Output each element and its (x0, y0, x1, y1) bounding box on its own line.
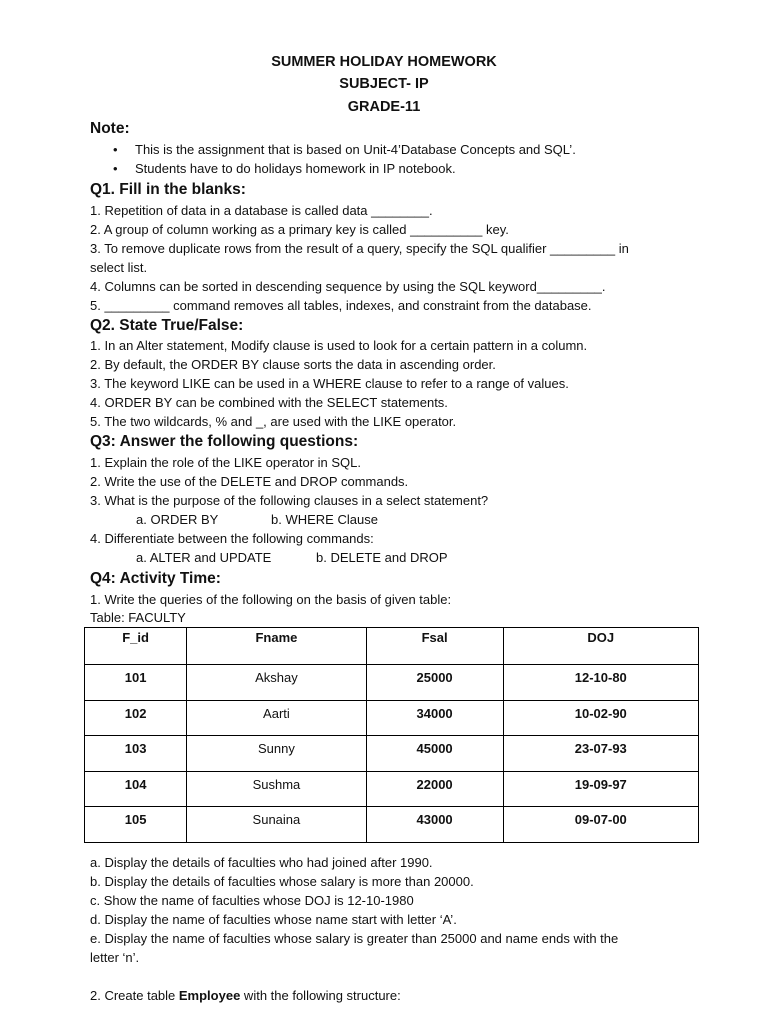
table-cell: 102 (85, 700, 187, 736)
column-header: F_id (85, 628, 187, 665)
q1-item: 1. Repetition of data in a database is called data ________. (90, 203, 433, 218)
table-header-row (85, 628, 699, 665)
q3-sub-b: b. DELETE and DROP (316, 550, 448, 565)
query-item: d. Display the name of faculties whose name start with letter ‘A’. (90, 912, 457, 927)
table-cell: Akshay (187, 665, 366, 701)
q3-item: 3. What is the purpose of the following clauses in a select statement? (90, 493, 489, 508)
table-cell: 105 (85, 807, 187, 843)
table-row (85, 807, 699, 843)
table-cell: 23-07-93 (503, 736, 698, 772)
note-bullet: • Students have to do holidays homework in IP notebook. (113, 161, 456, 176)
table-cell: 22000 (366, 771, 503, 807)
table-cell: Sunny (187, 736, 366, 772)
table-cell: 34000 (366, 700, 503, 736)
table-cell: 09-07-00 (503, 807, 698, 843)
q1-item: 5. _________ command removes all tables, indexes, and constraint from the database. (90, 298, 592, 313)
q2-item: 5. The two wildcards, % and _, are used with the LIKE operator. (90, 414, 457, 429)
query-item: b. Display the details of faculties whose salary is more than 20000. (90, 874, 474, 889)
query-item: c. Show the name of faculties whose DOJ is 12-10-1980 (90, 893, 414, 908)
column-header: Fsal (366, 628, 503, 665)
table-cell: 19-09-97 (503, 771, 698, 807)
q3-sub-b: b. WHERE Clause (271, 512, 378, 527)
table-row (85, 665, 699, 701)
table-cell: 10-02-90 (503, 700, 698, 736)
q3-item: 2. Write the use of the DELETE and DROP commands. (90, 474, 409, 489)
column-header: Fname (187, 628, 366, 665)
note-bullet: • This is the assignment that is based on Unit-4’Database Concepts and SQL’. (113, 142, 576, 157)
q1-item: 2. A group of column working as a primary key is called __________ key. (90, 222, 509, 237)
q4-intro: 1. Write the queries of the following on the basis of given table: (90, 592, 452, 607)
q2-heading: Q2. State True/False: (90, 317, 244, 334)
q2-item: 4. ORDER BY can be combined with the SELECT statements. (90, 395, 448, 410)
q3-item: 4. Differentiate between the following commands: (90, 531, 374, 546)
q3-heading: Q3: Answer the following questions: (90, 433, 359, 450)
q3-item: 1. Explain the role of the LIKE operator in SQL. (90, 455, 361, 470)
column-header: DOJ (503, 628, 698, 665)
subject-title: SUBJECT- IP (339, 76, 429, 92)
bullet-icon: • (113, 161, 118, 176)
table-cell: 101 (85, 665, 187, 701)
table-row (85, 736, 699, 772)
table-cell: 103 (85, 736, 187, 772)
table-cell: 25000 (366, 665, 503, 701)
table-cell: Sunaina (187, 807, 366, 843)
q4-heading: Q4: Activity Time: (90, 570, 221, 587)
q2-item: 2. By default, the ORDER BY clause sorts the data in ascending order. (90, 357, 496, 372)
table-cell: 45000 (366, 736, 503, 772)
table-cell: Sushma (187, 771, 366, 807)
query-item: letter ‘n’. (90, 950, 140, 965)
q1-item: 3. To remove duplicate rows from the result of a query, specify the SQL qualifier _________ in (90, 241, 629, 256)
q3-sub-a: a. ORDER BY (136, 512, 219, 527)
table-caption: Table: FACULTY (90, 610, 186, 625)
query-item: a. Display the details of faculties who had joined after 1990. (90, 855, 433, 870)
q1-item: select list. (90, 260, 148, 275)
table-row (85, 771, 699, 807)
table-cell: Aarti (187, 700, 366, 736)
grade-title: GRADE-11 (347, 99, 421, 115)
table-cell: 12-10-80 (503, 665, 698, 701)
create-table-instruction: 2. Create table Employee with the following structure: (90, 988, 401, 1003)
q2-item: 1. In an Alter statement, Modify clause is used to look for a certain pattern in a column. (90, 338, 588, 353)
q3-sub-a: a. ALTER and UPDATE (136, 550, 272, 565)
faculty-table (84, 627, 699, 843)
q2-item: 3. The keyword LIKE can be used in a WHERE clause to refer to a range of values. (90, 376, 569, 391)
bullet-icon: • (113, 142, 118, 157)
table-cell: 104 (85, 771, 187, 807)
page-title: SUMMER HOLIDAY HOMEWORK (271, 54, 497, 70)
table-row (85, 700, 699, 736)
note-heading: Note: (90, 120, 130, 137)
table-cell: 43000 (366, 807, 503, 843)
q1-heading: Q1. Fill in the blanks: (90, 181, 246, 198)
q1-item: 4. Columns can be sorted in descending sequence by using the SQL keyword_________. (90, 279, 606, 294)
query-item: e. Display the name of faculties whose salary is greater than 25000 and name ends with the (90, 931, 619, 946)
